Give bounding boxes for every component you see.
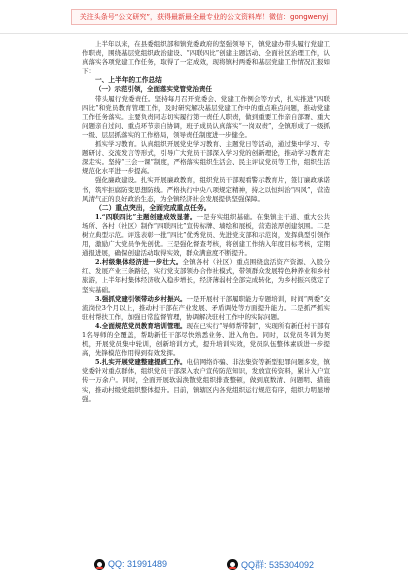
item-body-2: 全镇各村（社区）重点围绕盘活资产资源、入股分红、发展产业三条路径，实行党支部领办合作社模式，带领群众发展特色种养业和乡村旅游，上半年村集体经济收入稳步增长，经济薄弱村全部完成转化，为乡村振兴奠定了坚实基础。 [82,258,330,294]
top-banner [0,0,408,34]
item-title-1: 1.“四联四比”主题创建成效显著。 [95,212,197,221]
qq-group-number: QQ群: 535304092 [240,559,315,570]
item-body-3: 一是开展村干部履职能力专题培训，时间“两委”交流岗位3个月以上，推动村干部在产业发展、矛盾调处等方面提升能力。二是抓严抓实驻村帮扶工作，加强日常监督管理，协调解决驻村工作中的实际问题。 [82,294,330,321]
qq-penguin-icon [227,559,238,570]
item-paragraph-5 [82,358,330,403]
body-paragraph: 带头履行党委责任。坚持每月召开党委会、党建工作例会等方式，扎实推进“四联四比”和党员教育管理工作，及时研究解决基层党建工作中的重点难点问题，推动党建工作任务落实。主要负责同志切实履行第一责任人职责，做到重要工作亲自部署、重大问题亲自过问、重点环节亲自协调，班子成员认真落实“一岗双责”，全镇形成了一级抓一级、层层抓落实的工作格局，领导责任制度进一步健全。 [82,94,330,139]
item-title-4: 4.全面规范党员教育培训管理。 [95,321,187,330]
qq-penguin-icon [94,559,105,570]
body-paragraph: 抓实学习教育。认真组织开展党史学习教育、主题党日等活动，通过集中学习、专题研讨、交流发言等形式，引导广大党员干部深入学习党的创新理论，推动学习教育走深走实。坚持“三会一课”制度，严格落实组织生活会、民主评议党员等工作，组织生活规范化水平进一步提高。 [82,140,330,176]
item-title-3: 3.强抓党建引领带动乡村振兴。 [95,294,187,303]
item-title-5: 5.扎实开展党建整建提质工作。 [95,358,187,367]
banner-text: 关注头条号“公文研究”，获得最新最全最专业的公文资料库！微信：gongwenyj [71,9,337,25]
item-paragraph-1 [82,213,330,258]
qq-group-contact [227,558,314,571]
item-body-5: 电信网络诈骗、非法集资等新型犯罪问题多发，镇党委针对重点群体，组织党员干部深入农户宣传防范知识，发放宣传资料，累计入户宣传一万余户。同时，全面开展软弱涣散党组织排查整顿，做到底数清、问题明、措施实，推动村级党组织整体提升。目前，镇辖区内各党组织运行规范有序，组织力明显增强。 [82,358,331,403]
subsection-heading-1-1: （一）示范引领，全面落实党管党治责任 [95,85,212,94]
contact-footer [0,556,408,572]
item-paragraph-2 [82,258,330,294]
item-body-4: 现在已实行“导师帮带制”，实现所有新任村干部有1名导师的全覆盖，帮助新任干部尽快熟悉业务、进入角色。同时，以党员冬训为契机，开展党员集中轮训，创新培训方式，提升培训实效，党员队伍整体素质进一步提高，先锋模范作用得到有效发挥。 [82,321,330,358]
section-heading-1: 一、上半年的工作总结 [95,76,162,85]
document-page [0,40,408,550]
qq-number: QQ: 31991489 [107,559,167,569]
subsection-heading-1-2: （二）重点突出，全面完成重点任务。 [95,203,211,212]
item-paragraph-3 [82,295,330,322]
item-body-1: 一是夯实组织基础。在集镇主干道、重大公共场所、各村（社区）制作“四联四比”宣传标牌、墙绘和展板，营造浓厚创建氛围。二是树立典型示范。评选表彰一批“四比”优秀党员、先进党支部和示范岗，发挥典型引领作用，激励广大党员争先创优。三是强化督查考核，将创建工作纳入年度目标考核，定期通报进展，确保创建活动取得实效，群众满意度不断提升。 [82,212,330,258]
body-paragraph: 强化廉政建设。扎实开展廉政教育，组织党员干部观看警示教育片，签订廉政承诺书，筑牢拒腐防变思想防线。严格执行中央八项规定精神，持之以恒纠治“四风”，营造风清气正的良好政治生态，为全镇经济社会发展提供坚强保障。 [82,176,330,203]
qq-contact [94,559,167,570]
item-title-2: 2.村级集体经济进一步壮大。 [95,258,183,267]
item-paragraph-4 [82,322,330,358]
intro-paragraph: 上半年以来，在县委组织部和镇党委政府的坚强领导下，镇党建办带头履行党建工作职责，围绕基层党组织政治建设、“四联四比”创建主题活动、全面社区治理工作，认真落实各项党建工作任务，取得了一定成效，现将镇村两委和基层党建工作情况汇报如下： [82,40,330,76]
